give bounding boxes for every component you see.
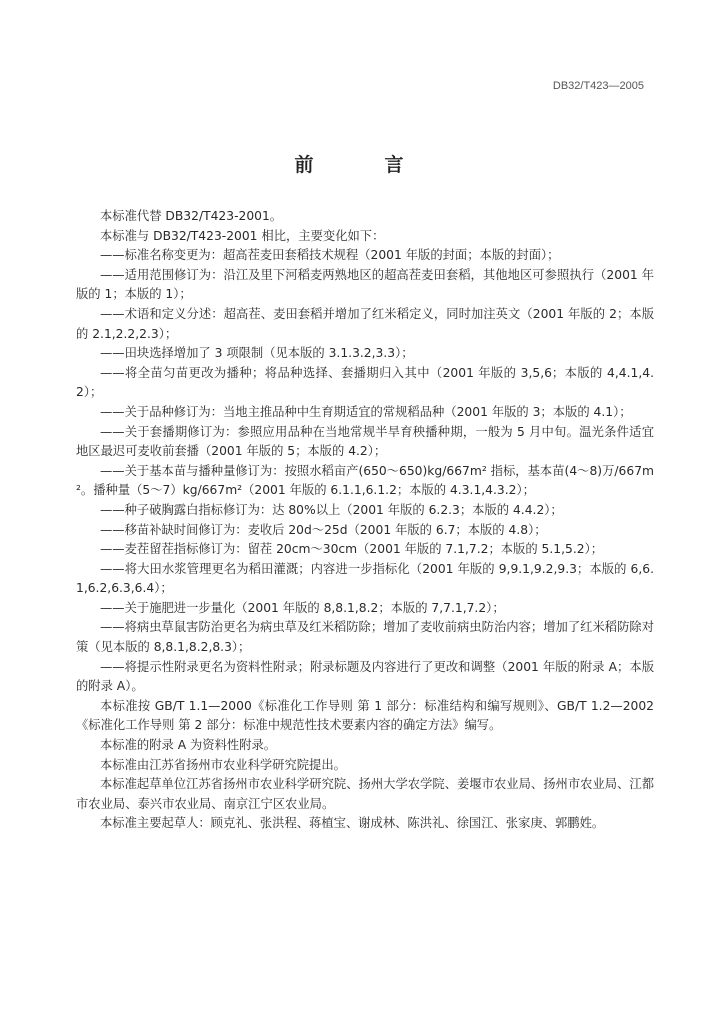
paragraph: 本标准起草单位江苏省扬州市农业科学研究院、扬州大学农学院、姜堰市农业局、扬州市农业局、江都市农业局、泰兴市农业局、南京江宁区农业局。 (76, 777, 654, 811)
paragraph: 本标准代替 DB32/T423-2001。 (100, 209, 283, 223)
paragraph: 本标准由江苏省扬州市农业科学研究院提出。 (100, 757, 346, 772)
paragraph: ——田块选择增加了 3 项限制（见本版的 3.1.3.2,3.3）； (100, 346, 414, 361)
page-title: 前 言 (294, 154, 430, 176)
foreword-body (76, 207, 654, 834)
paragraph: ——麦茬留茬指标修订为：留茬 20cm～30cm（2001 年版的 7.1,7.2；本版的 5.1,5.2）； (100, 542, 604, 557)
paragraph: ——关于基本苗与播种量修订为：按照水稻亩产(650～650)kg/667m² 指标，基本苗(4～8)万/667m²。播种量（5～7）kg/667m²（2001 年版的 6.1.1,6.1.2；本版的 4.3.1,4.3.2）； (76, 463, 654, 498)
paragraph: ——将大田水浆管理更名为稻田灌溉；内容进一步指标化（2001 年版的 9,9.1,9.2,9.3；本版的 6,6.1,6.2,6.3,6.4）； (76, 561, 654, 596)
paragraph: ——将全苗匀苗更改为播种；将品种选择、套播期归入其中（2001 年版的 3,5,6；本版的 4,4.1,4.2）； (76, 365, 654, 400)
paragraph: 本标准的附录 A 为资料性附录。 (100, 738, 277, 753)
paragraph: ——标准名称变更为：超高茬麦田套稻技术规程（2001 年版的封面；本版的封面）； (100, 248, 560, 263)
paragraph: ——种子破胸露白指标修订为：达 80%以上（2001 年版的 6.2.3；本版的 4.4.2）； (100, 502, 563, 517)
paragraph: ——关于施肥进一步量化（2001 年版的 8,8.1,8.2；本版的 7,7.1,7.2）； (100, 600, 505, 615)
paragraph: 本标准按 GB/T 1.1—2000《标准化工作导则 第 1 部分：标准结构和编写规则》、GB/T 1.2—2002《标准化工作导则 第 2 部分：标准中规范性技术要素内容的确定方法》编写。 (76, 698, 654, 733)
paragraph: ——关于品种修订为：当地主推品种中生育期适宜的常规稻品种（2001 年版的 3；本版的 4.1）； (100, 404, 632, 419)
paragraph: ——适用范围修订为：沿江及里下河稻麦两熟地区的超高茬麦田套稻，其他地区可参照执行（2001 年版的 1；本版的 1）； (76, 267, 654, 302)
paragraph: ——将提示性附录更名为资料性附录；附录标题及内容进行了更改和调整（2001 年版的附录 A；本版的附录 A）。 (76, 659, 654, 694)
paragraph: ——将病虫草鼠害防治更名为病虫草及红米稻防除；增加了麦收前病虫防治内容；增加了红米稻防除对策（见本版的 8,8.1,8.2,8.3）； (76, 620, 654, 655)
paragraph: ——术语和定义分述：超高茬、麦田套稻并增加了红米稻定义，同时加注英文（2001 年版的 2；本版的 2.1,2.2,2.3）； (76, 306, 654, 341)
paragraph: ——关于套播期修订为：参照应用品种在当地常规半旱育秧播种期，一般为 5 月中旬。温光条件适宜地区最迟可麦收前套播（2001 年版的 5；本版的 4.2）； (76, 424, 654, 459)
paragraph: 本标准主要起草人：顾克礼、张洪程、蒋植宝、谢成林、陈洪礼、徐国江、张家庚、郭鹏姓。 (100, 816, 605, 831)
paragraph: 本标准与 DB32/T423-2001 相比，主要变化如下： (100, 228, 385, 243)
paragraph: ——移苗补缺时间修订为：麦收后 20d～25d（2001 年版的 6.7；本版的 4.8）； (100, 522, 547, 537)
document-code: DB32/T423—2005 (552, 80, 644, 92)
